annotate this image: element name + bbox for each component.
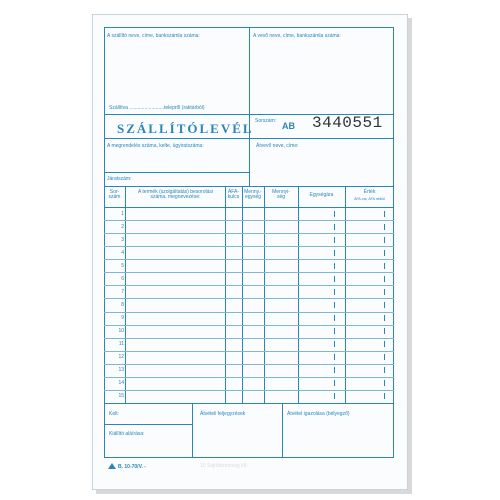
decimal-tick xyxy=(384,393,385,399)
row-number: 11 xyxy=(118,341,124,347)
row-number: 15 xyxy=(118,393,124,399)
decimal-tick xyxy=(384,276,385,282)
table-row-line xyxy=(104,246,394,247)
decimal-tick xyxy=(384,341,385,347)
row-number: 12 xyxy=(118,354,124,360)
decimal-tick xyxy=(334,263,335,269)
col-line-4 xyxy=(264,186,265,403)
form-code xyxy=(108,463,146,470)
receipt-confirmation-label: Átvétel igazolása (bélyegző) xyxy=(287,411,350,417)
row-number: 7 xyxy=(121,289,124,295)
table-row-line xyxy=(104,377,394,378)
supplier-label: A szállító neve, címe, bankszámla száma: xyxy=(107,33,200,39)
decimal-tick xyxy=(384,354,385,360)
vehicle-line xyxy=(104,172,249,173)
issuer-signature-label: Kiállító aláírása: xyxy=(109,431,145,437)
remarks-label: Átvételi feljegyzések xyxy=(200,411,246,417)
table-row-line xyxy=(104,259,394,260)
decimal-tick xyxy=(384,328,385,334)
buyer-label: A vevő neve, címe, bankszámla száma: xyxy=(253,33,341,39)
table-row-line xyxy=(104,233,394,234)
col-line-6 xyxy=(345,186,346,403)
decimal-tick xyxy=(334,224,335,230)
row-number: 4 xyxy=(121,250,124,256)
row-number: 10 xyxy=(118,328,124,334)
decimal-tick xyxy=(384,263,385,269)
table-row-line xyxy=(104,325,394,326)
decimal-tick xyxy=(384,302,385,308)
decimal-tick xyxy=(384,380,385,386)
col-header-row-no: Sor- szám xyxy=(108,189,121,200)
col-header-unit: Menny.- egység xyxy=(244,189,262,200)
footer-divider-2 xyxy=(282,403,283,458)
table-row-line xyxy=(104,351,394,352)
row-number: 5 xyxy=(121,263,124,269)
decimal-tick xyxy=(384,367,385,373)
faint-imprint-text: 10 Sajtóbiztonság kft. xyxy=(200,463,248,469)
serial-prefix: AB xyxy=(282,121,295,131)
row-number: 6 xyxy=(121,276,124,282)
decimal-tick xyxy=(334,341,335,347)
col-header-value-sub: ÁFA-val, ÁFA nélkül xyxy=(354,197,385,201)
decimal-tick xyxy=(334,302,335,308)
row-number: 14 xyxy=(118,380,124,386)
col-line-1 xyxy=(125,186,126,403)
footer-date-line xyxy=(104,424,192,425)
col-line-5 xyxy=(298,186,299,403)
title-bottom-line xyxy=(104,138,394,139)
decimal-tick xyxy=(384,289,385,295)
table-row-line xyxy=(104,298,394,299)
col-header-value: Érték xyxy=(363,189,376,195)
decimal-tick xyxy=(384,315,385,321)
decimal-tick xyxy=(334,250,335,256)
table-row-line xyxy=(104,364,394,365)
decimal-tick xyxy=(334,354,335,360)
row-number: 13 xyxy=(118,367,124,373)
serial-label: Sorszám: xyxy=(255,118,277,124)
footer-divider-1 xyxy=(192,403,193,458)
receiver-label: Átvevő neve, címe: xyxy=(256,143,299,149)
decimal-tick xyxy=(334,276,335,282)
table-top-line xyxy=(104,186,394,187)
row-number: 3 xyxy=(121,237,124,243)
table-header-line xyxy=(104,207,394,208)
table-row-line xyxy=(104,390,394,391)
table-row-line xyxy=(104,338,394,339)
row-number: 9 xyxy=(121,315,124,321)
decimal-tick xyxy=(334,328,335,334)
row-number: 1 xyxy=(121,211,124,217)
col-header-unit-price: Egységára xyxy=(309,192,334,198)
table-row-line xyxy=(104,272,394,273)
decimal-tick xyxy=(334,315,335,321)
decimal-tick xyxy=(384,211,385,217)
col-line-2 xyxy=(225,186,226,403)
decimal-tick xyxy=(384,224,385,230)
shipped-from-label: Szállítva .........................telepről (raktárból) xyxy=(109,105,205,111)
serial-number: 3440551 xyxy=(312,114,383,132)
date-label: Kelt: xyxy=(109,411,120,417)
col-header-product: A termék (szolgáltatás) besorolási száma, megnevezése: xyxy=(137,189,214,200)
order-label: A megrendelés száma, kelte, ügyiratszáma: xyxy=(107,143,204,149)
vehicle-label: Járatszám: xyxy=(107,176,132,182)
form-title: SZÁLLÍTÓLEVÉL xyxy=(117,121,254,136)
table-bottom-line xyxy=(104,403,394,404)
decimal-tick xyxy=(334,367,335,373)
decimal-tick xyxy=(334,237,335,243)
table-row-line xyxy=(104,312,394,313)
row-number: 2 xyxy=(121,224,124,230)
table-row-line xyxy=(104,220,394,221)
decimal-tick xyxy=(334,393,335,399)
form-code-text: B. 10-70/V. - xyxy=(118,464,146,470)
row-number: 8 xyxy=(121,302,124,308)
decimal-tick xyxy=(384,250,385,256)
decimal-tick xyxy=(334,289,335,295)
decimal-tick xyxy=(334,380,335,386)
col-line-3 xyxy=(242,186,243,403)
triangle-icon xyxy=(108,463,116,469)
decimal-tick xyxy=(384,237,385,243)
top-divider xyxy=(249,27,250,186)
decimal-tick xyxy=(334,211,335,217)
col-header-vat: ÁFA- kulcs xyxy=(227,189,240,200)
col-header-quantity: Mennyi- ség xyxy=(272,189,290,200)
table-row-line xyxy=(104,285,394,286)
